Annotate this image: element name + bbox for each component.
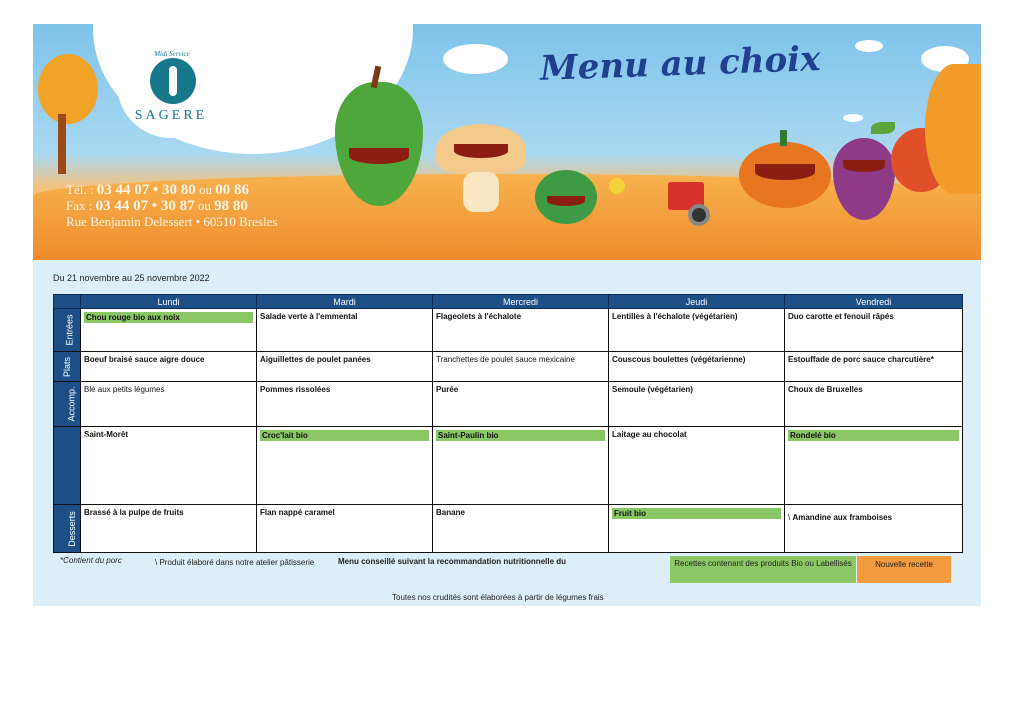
- day-header: Jeudi: [609, 295, 785, 309]
- page-title: Menu au choix: [539, 39, 822, 89]
- dish-label: Pommes rissolées: [260, 385, 331, 394]
- mushroom-stem: [463, 172, 499, 212]
- menu-cell: [609, 505, 785, 553]
- phone-line: [66, 182, 277, 198]
- cloud-icon: [843, 114, 863, 122]
- dish-label: Boeuf braisé sauce aigre douce: [84, 355, 205, 364]
- menu-row: [54, 505, 963, 553]
- row-header-label: Desserts: [66, 510, 77, 547]
- dish-label: Flageolets à l'échalote: [436, 312, 522, 321]
- day-header: Mercredi: [433, 295, 609, 309]
- menu-row: [54, 427, 963, 505]
- menu-cell: [785, 427, 963, 505]
- cloud-icon: [363, 34, 403, 54]
- tree-trunk: [58, 114, 66, 174]
- lemon-icon: [609, 178, 625, 194]
- dish-label: Flan nappé caramel: [260, 508, 335, 517]
- phone-number: 03 44 07 • 30 80: [96, 182, 196, 198]
- dish-label: Brassé à la pulpe de fruits: [84, 508, 184, 517]
- tractor-wheel: [688, 204, 710, 226]
- menu-cell: [609, 309, 785, 352]
- day-header: Vendredi: [785, 295, 963, 309]
- menu-table: [53, 294, 963, 553]
- cloud-icon: [855, 40, 883, 52]
- row-header: [54, 352, 81, 382]
- bio-dish-label: Rondelé bio: [788, 430, 959, 441]
- phone-label: Tél. :: [66, 182, 94, 197]
- dish-label: Choux de Bruxelles: [788, 385, 863, 394]
- legend-new-recipe: Nouvelle recette: [857, 556, 951, 583]
- dish-label: Banane: [436, 508, 465, 517]
- menu-cell: [785, 505, 963, 553]
- grape-leaf: [871, 122, 895, 134]
- fax-line: [66, 198, 277, 214]
- row-header-label: Accomp.: [66, 386, 77, 422]
- dish-label: Laitage au chocolat: [612, 430, 687, 439]
- dish-label: Couscous boulettes (végétarienne): [612, 355, 746, 364]
- pastry-mark-icon: \: [155, 558, 160, 567]
- dish-label: Salade verte à l'emmental: [260, 312, 358, 321]
- menu-row: [54, 309, 963, 352]
- address: Rue Benjamin Delessert • 60510 Bresles: [66, 214, 278, 229]
- autumn-tree-icon: [38, 54, 98, 124]
- menu-cell: [785, 352, 963, 382]
- pumpkin-stem: [780, 130, 787, 146]
- logo-subtitle: Midi Service: [154, 50, 190, 58]
- dish-label: Aiguillettes de poulet panées: [260, 355, 371, 364]
- day-header-row: [54, 295, 963, 309]
- dish-label: Lentilles à l'échalote (végétarien): [612, 312, 738, 321]
- menu-row: [54, 352, 963, 382]
- fax-or: ou: [197, 198, 211, 213]
- row-header: [54, 382, 81, 427]
- fax-label: Fax :: [66, 198, 93, 213]
- pork-note: *Contient du porc: [60, 556, 122, 565]
- menu-cell: [609, 352, 785, 382]
- phone-or: ou: [198, 182, 212, 197]
- pastry-mark-icon: \: [788, 513, 793, 522]
- menu-row: [54, 382, 963, 427]
- menu-cell: [433, 427, 609, 505]
- menu-cell: [433, 382, 609, 427]
- fax-number: 03 44 07 • 30 87: [95, 198, 195, 214]
- bio-dish-label: Saint-Paulin bio: [436, 430, 605, 441]
- date-range: Du 21 novembre au 25 novembre 2022: [53, 273, 210, 283]
- mushroom-icon: [436, 124, 526, 174]
- pumpkin-icon: [739, 142, 831, 208]
- menu-cell: [81, 352, 257, 382]
- menu-cell: [257, 309, 433, 352]
- table-corner: [54, 295, 81, 309]
- menu-cell: [257, 505, 433, 553]
- menu-cell: [81, 505, 257, 553]
- dish-label: Amandine aux framboises: [792, 513, 893, 522]
- menu-cell: [257, 427, 433, 505]
- bio-dish-label: Croc'lait bio: [260, 430, 429, 441]
- dish-label: Duo carotte et fenouil râpés: [788, 312, 894, 321]
- dish-label: Saint-Morêt: [84, 430, 128, 439]
- cloud-icon: [443, 44, 508, 74]
- day-header: Mardi: [257, 295, 433, 309]
- logo-icon: [150, 58, 196, 104]
- row-header: [54, 427, 90, 505]
- pastry-note-line: [155, 558, 314, 567]
- menu-cell: [433, 505, 609, 553]
- menu-cell: [785, 382, 963, 427]
- cabbage-icon: [535, 170, 597, 224]
- recommendation-note: Menu conseillé suivant la recommandation nutritionnelle du: [338, 557, 567, 566]
- day-header: Lundi: [81, 295, 257, 309]
- bio-dish-label: Fruit bio: [612, 508, 781, 519]
- menu-cell: [257, 382, 433, 427]
- pastry-note: Produit élaboré dans notre atelier pâtisserie: [159, 558, 315, 567]
- fax-alt: 98 80: [214, 198, 248, 214]
- row-header: [54, 505, 81, 553]
- menu-cell: [433, 352, 609, 382]
- dish-label: Tranchettes de poulet sauce mexicaine: [436, 355, 575, 364]
- menu-cell: [785, 309, 963, 352]
- row-header-label: Entrées: [64, 314, 75, 346]
- legend-bio: Recettes contenant des produits Bio ou Labellisés: [670, 556, 856, 583]
- menu-cell: [81, 382, 257, 427]
- dish-label: Estouffade de porc sauce charcutière*: [788, 355, 934, 364]
- menu-cell: [609, 382, 785, 427]
- menu-cell: [433, 309, 609, 352]
- menu-cell: [257, 352, 433, 382]
- row-header-label: Plats: [61, 356, 72, 377]
- logo-name: SAGERE: [134, 108, 208, 123]
- row-header-label: Produits laitiers: [79, 434, 90, 497]
- contact-block: [66, 182, 277, 229]
- orange-tree-icon: [925, 64, 981, 194]
- bio-dish-label: Chou rouge bio aux noix: [84, 312, 253, 323]
- menu-cell: [81, 427, 257, 505]
- phone-alt: 00 86: [215, 182, 249, 198]
- dish-label: Blé aux petits légumes: [84, 385, 165, 394]
- menu-cell: [609, 427, 785, 505]
- dish-label: Purée: [436, 385, 459, 394]
- dish-label: Semoule (végétarien): [612, 385, 693, 394]
- row-header: [54, 309, 81, 352]
- crudites-note: Toutes nos crudités sont élaborées à partir de légumes frais: [392, 593, 604, 602]
- menu-cell: [81, 309, 257, 352]
